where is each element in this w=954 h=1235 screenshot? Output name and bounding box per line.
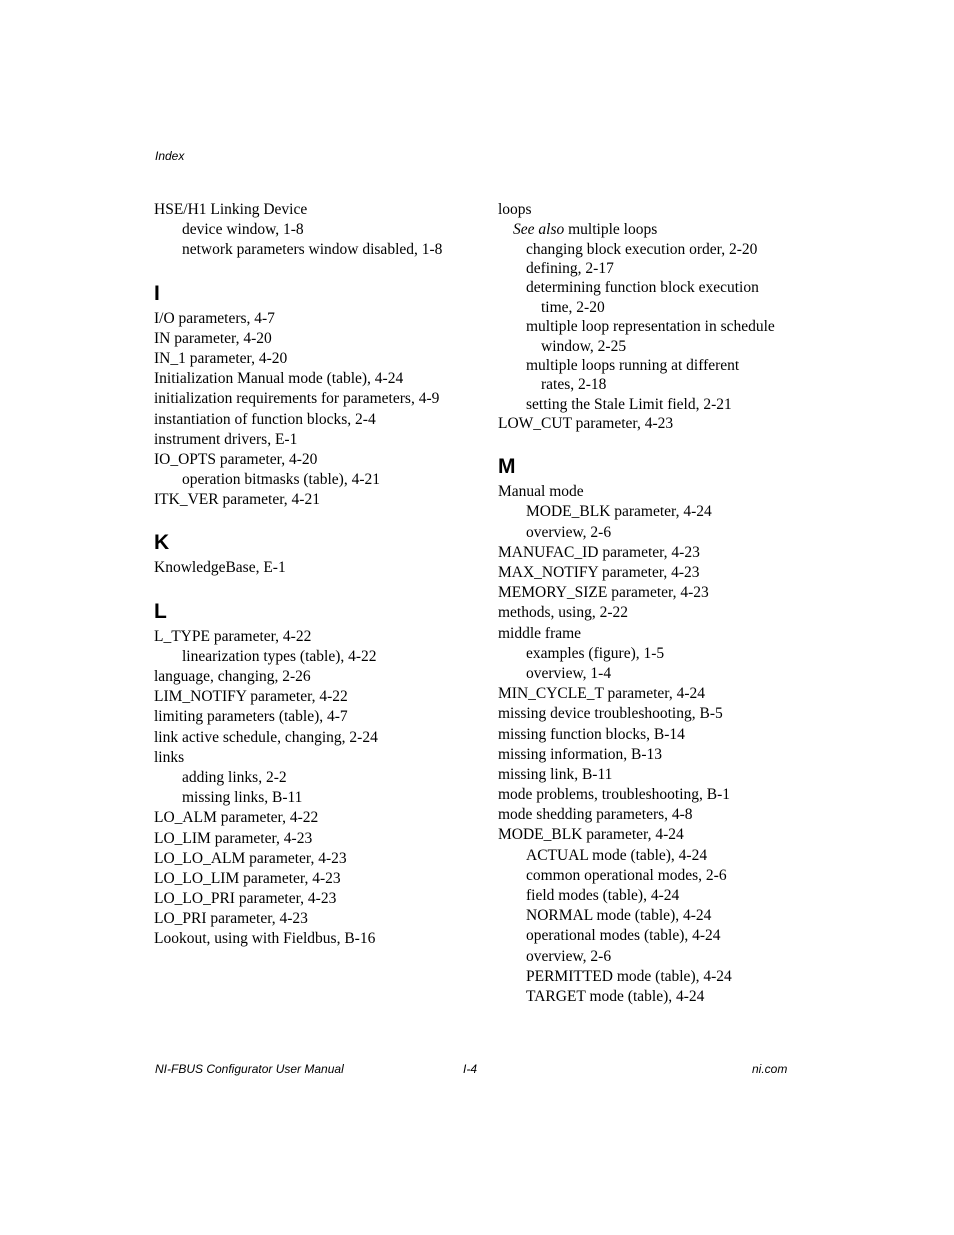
index-entry: MANUFAC_ID parameter, 4-23 (498, 543, 700, 561)
index-entry: language, changing, 2-26 (154, 668, 311, 685)
index-subentry: MODE_BLK parameter, 4-24 (526, 503, 712, 521)
index-entry: methods, using, 2-22 (498, 604, 629, 622)
index-subentry: PERMITTED mode (table), 4-24 (526, 967, 732, 985)
index-entry: MODE_BLK parameter, 4-24 (498, 826, 684, 844)
index-entry: LO_LIM parameter, 4-23 (154, 829, 313, 847)
index-letter-heading-l: L (154, 599, 167, 623)
index-letter-heading-k: K (154, 531, 170, 555)
index-subentry: field modes (table), 4-24 (526, 887, 680, 905)
index-entry: IN_1 parameter, 4-20 (154, 349, 288, 367)
index-column-left (154, 200, 474, 950)
index-subentry: adding links, 2-2 (182, 768, 287, 786)
index-group-k (154, 558, 474, 578)
index-subentry: multiple loop representation in schedule (526, 318, 775, 336)
index-subentry: overview, 2-6 (526, 523, 612, 541)
index-subentry: multiple loops running at different (526, 356, 740, 374)
footer-page-number: I-4 (463, 1062, 478, 1076)
index-entry: MAX_NOTIFY parameter, 4-23 (498, 564, 700, 582)
index-entry: link active schedule, changing, 2-24 (154, 728, 378, 746)
index-subentry: changing block execution order, 2-20 (526, 240, 758, 258)
index-group-h (154, 200, 474, 261)
index-subentry: overview, 1-4 (526, 664, 612, 682)
running-head: Index (155, 149, 185, 163)
index-entry: limiting parameters (table), 4-7 (154, 708, 348, 726)
index-entry: instrument drivers, E-1 (154, 430, 298, 448)
index-entry: MIN_CYCLE_T parameter, 4-24 (498, 685, 706, 703)
index-subentry: common operational modes, 2-6 (526, 866, 727, 884)
index-subentry: setting the Stale Limit field, 2-21 (526, 395, 732, 413)
index-group-m (498, 482, 798, 1007)
index-entry: mode problems, troubleshooting, B-1 (498, 786, 731, 804)
index-entry: links (154, 748, 185, 766)
index-entry: LO_LO_PRI parameter, 4-23 (154, 890, 337, 908)
index-entry: missing device troubleshooting, B-5 (498, 705, 723, 723)
index-subentry: examples (figure), 1-5 (526, 644, 665, 662)
index-entry: mode shedding parameters, 4-8 (498, 806, 693, 824)
index-letter-heading-i: I (154, 281, 160, 305)
index-subentry: missing links, B-11 (182, 789, 303, 807)
index-entry: L_TYPE parameter, 4-22 (154, 627, 312, 645)
index-group-l (154, 627, 474, 950)
index-entry: middle frame (498, 624, 582, 642)
index-entry: missing information, B-13 (498, 745, 663, 763)
index-subentry-continuation: window, 2-25 (541, 337, 627, 355)
index-entry: missing function blocks, B-14 (498, 725, 685, 743)
index-entry: LO_LO_ALM parameter, 4-23 (154, 849, 347, 867)
index-entry: LO_ALM parameter, 4-22 (154, 809, 319, 827)
index-subentry-continuation: time, 2-20 (541, 298, 605, 316)
index-entry: instantiation of function blocks, 2-4 (154, 410, 376, 428)
index-column-right (498, 200, 798, 1007)
see-also-entry (498, 220, 798, 239)
index-subentry: determining function block execution (526, 279, 759, 297)
index-subentry: NORMAL mode (table), 4-24 (526, 907, 712, 925)
index-entry: missing link, B-11 (498, 765, 613, 783)
index-subentry: defining, 2-17 (526, 259, 614, 277)
index-subentry: overview, 2-6 (526, 947, 612, 965)
index-subentry: device window, 1-8 (182, 221, 304, 239)
index-entry: Initialization Manual mode (table), 4-24 (154, 370, 404, 388)
index-entry: HSE/H1 Linking Device (154, 201, 308, 218)
index-entry: LOW_CUT parameter, 4-23 (498, 415, 674, 433)
index-subentry: TARGET mode (table), 4-24 (526, 987, 705, 1005)
index-entry: Manual mode (498, 483, 584, 501)
index-subentry: ACTUAL mode (table), 4-24 (526, 846, 708, 864)
index-entry: I/O parameters, 4-7 (154, 309, 275, 327)
index-entry: LO_LO_LIM parameter, 4-23 (154, 869, 341, 887)
footer-manual-title: NI-FBUS Configurator User Manual (155, 1062, 344, 1076)
index-subentry-continuation: rates, 2-18 (541, 376, 607, 394)
index-subentry: operation bitmasks (table), 4-21 (182, 471, 381, 489)
footer-site: ni.com (752, 1062, 788, 1076)
index-entry: IN parameter, 4-20 (154, 329, 272, 347)
index-group-loops (498, 200, 798, 434)
index-group-i (154, 309, 474, 511)
index-entry: LO_PRI parameter, 4-23 (154, 910, 308, 928)
index-entry: IO_OPTS parameter, 4-20 (154, 450, 318, 468)
index-subentry: linearization types (table), 4-22 (182, 647, 377, 665)
index-entry: MEMORY_SIZE parameter, 4-23 (498, 584, 709, 602)
index-entry: KnowledgeBase, E-1 (154, 559, 286, 577)
see-also-target: multiple loops (564, 221, 658, 239)
index-entry: loops (498, 201, 532, 218)
index-entry: LIM_NOTIFY parameter, 4-22 (154, 688, 348, 706)
index-entry: initialization requirements for parameters, 4-9 (154, 390, 440, 408)
index-entry: ITK_VER parameter, 4-21 (154, 491, 320, 509)
index-subentry: network parameters window disabled, 1-8 (182, 241, 443, 259)
index-entry: Lookout, using with Fieldbus, B-16 (154, 930, 376, 948)
index-letter-heading-m: M (498, 455, 516, 479)
see-also-label: See also (513, 221, 565, 239)
index-subentry: operational modes (table), 4-24 (526, 927, 721, 945)
